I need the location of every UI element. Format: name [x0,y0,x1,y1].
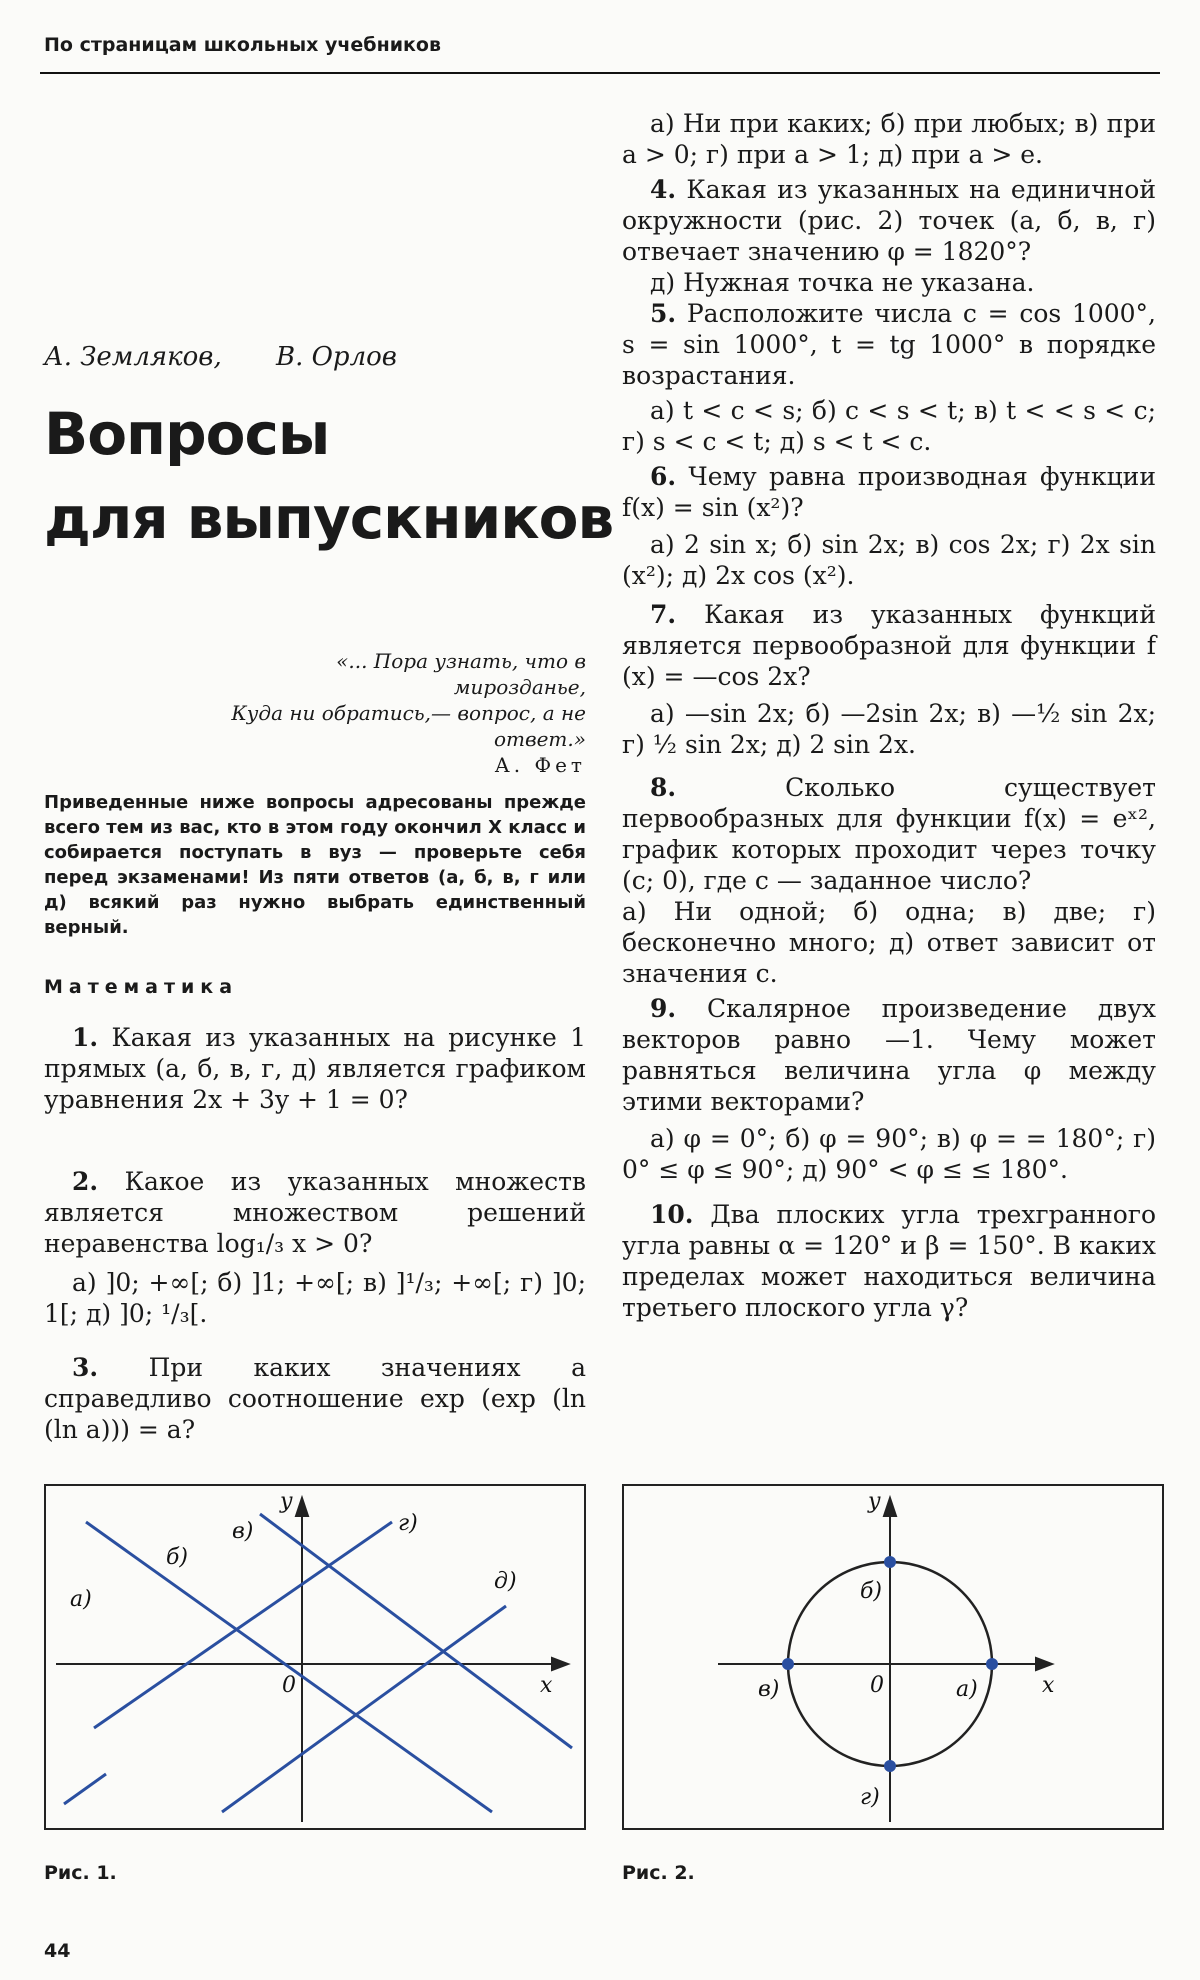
question-6-text: Чему равна производная функции f(x) = sin (x²)? [622,462,1156,522]
question-3-text: При каких значениях a справедливо соотношение exp (exp (ln (ln a))) = a? [44,1353,586,1444]
label-y: y [280,1489,293,1514]
label-y: y [868,1489,881,1514]
question-7-number: 7. [650,600,677,629]
lead-paragraph: Приведенные ниже вопросы адресованы прежде всего тем из вас, кто в этом году окончил X класс и собирается поступать в вуз — проверьте себя перед экзаменами! Из пяти ответов (а, б, в, г или д) всякий раз нужно выбрать единственный верный. [44,792,586,938]
question-2-number: 2. [72,1167,99,1196]
authors [44,342,443,372]
question-2-answers: а) ]0; +∞[; б) ]1; +∞[; в) ]¹/₃; +∞[; г) ]0; 1[; д) ]0; ¹/₃[. [44,1268,586,1328]
y-axis-arrow [296,1498,308,1516]
epigraph-line-2: Куда ни обратись,— вопрос, а не ответ.» [231,701,586,751]
line-g [94,1522,392,1728]
question-9-text: Скалярное произведение двух векторов равно —1. Чему может равняться величина угла φ между этими векторами? [622,994,1157,1116]
question-9-answers: а) φ = 0°; б) φ = 90°; в) φ = = 180°; г) 0° ≤ φ ≤ 90°; д) 90° < φ ≤ ≤ 180°. [622,1124,1156,1184]
article-title [44,392,613,560]
label-a: а) [956,1677,978,1702]
question-3-answers: а) Ни при каких; б) при любых; в) при a > 0; г) при a > 1; д) при a > e. [622,109,1156,169]
figure-2-plot [624,1486,1162,1828]
epigraph-line-1: «... Пора узнать, что в мирозданье, [336,649,586,699]
question-2-text: Какое из указанных множеств является множеством решений неравенства log₁/₃ x > 0? [44,1167,586,1258]
running-head: По страницам школьных учебников [44,34,441,56]
question-7-text: Какая из указанных функций является первообразной для функции f (x) = —cos 2x? [622,600,1156,691]
label-b: б) [166,1545,189,1570]
section-heading: Математика [44,976,239,998]
question-4-number: 4. [650,175,677,204]
title-line-2: для выпускников [44,484,614,552]
question-7-answers: а) —sin 2x; б) —2sin 2x; в) —½ sin 2x; г) ½ sin 2x; д) 2 sin 2x. [622,699,1156,759]
label-v: в) [758,1677,780,1702]
question-2 [44,1166,586,1329]
line-d [222,1606,506,1812]
header-rule [40,72,1160,74]
x-axis-arrow [1036,1658,1052,1670]
question-1-number: 1. [72,1023,99,1052]
point-g [884,1760,896,1772]
figure-1-caption: Рис. 1. [44,1862,117,1884]
question-3-number: 3. [72,1353,99,1382]
label-a: а) [70,1587,92,1612]
label-v: в) [232,1519,254,1544]
figure-2-caption: Рис. 2. [622,1862,695,1884]
question-8-text: Сколько существует первообразных для функции f(x) = eˣ², график которых проходит через точку (c; 0), где c — заданное число? [622,773,1156,895]
point-b [884,1556,896,1568]
figure-1 [44,1484,586,1830]
label-origin: 0 [282,1673,296,1698]
label-x: x [1042,1673,1055,1698]
epigraph-author: А. Фет [494,753,586,777]
question-9-number: 9. [650,994,677,1023]
point-v [782,1658,794,1670]
line-v [260,1514,572,1748]
question-6-answers: а) 2 sin x; б) sin 2x; в) cos 2x; г) 2x sin (x²); д) 2x cos (x²). [622,530,1156,590]
label-g: г) [860,1785,880,1810]
title-line-1: Вопросы [44,400,330,468]
epigraph [230,648,586,778]
label-g: г) [398,1511,418,1536]
figure-1-plot [46,1486,584,1828]
label-x: x [540,1673,553,1698]
question-10-number: 10. [650,1200,694,1229]
figure-2 [622,1484,1164,1830]
question-10-text: Два плоских угла трехгранного угла равны α = 120° и β = 150°. В каких пределах может находиться величина третьего плоского угла γ? [622,1200,1156,1322]
y-axis-arrow [884,1498,896,1516]
line-a [64,1774,106,1804]
question-5-text: Расположите числа c = cos 1000°, s = sin 1000°, t = tg 1000° в порядке возрастания. [622,299,1156,390]
page-number: 44 [44,1940,71,1962]
label-origin: 0 [870,1673,884,1698]
label-b: б) [860,1579,883,1604]
question-4-text: Какая из указанных на единичной окружности (рис. 2) точек (а, б, в, г) отвечает значению φ = 1820°? [622,175,1157,266]
question-3 [44,1352,586,1445]
author-2: В. Орлов [275,342,397,372]
point-a [986,1658,998,1670]
question-1 [44,1022,586,1115]
question-6-number: 6. [650,462,677,491]
right-column [622,108,1156,1323]
label-d: д) [494,1569,517,1594]
x-axis-arrow [552,1658,568,1670]
question-4-answers: д) Нужная точка не указана. [650,268,1035,297]
question-1-text: Какая из указанных на рисунке 1 прямых (а, б, в, г, д) является графиком уравнения 2x + 3y + 1 = 0? [44,1023,586,1114]
question-8-number: 8. [650,773,677,802]
question-8-answers: а) Ни одной; б) одна; в) две; г) бесконечно много; д) ответ зависит от значения c. [622,897,1156,988]
author-1: А. Земляков, [44,342,222,372]
question-5-number: 5. [650,299,677,328]
question-5-answers: а) t < c < s; б) c < s < t; в) t < < s < c; г) s < c < t; д) s < t < c. [622,396,1156,456]
line-b [86,1522,492,1812]
